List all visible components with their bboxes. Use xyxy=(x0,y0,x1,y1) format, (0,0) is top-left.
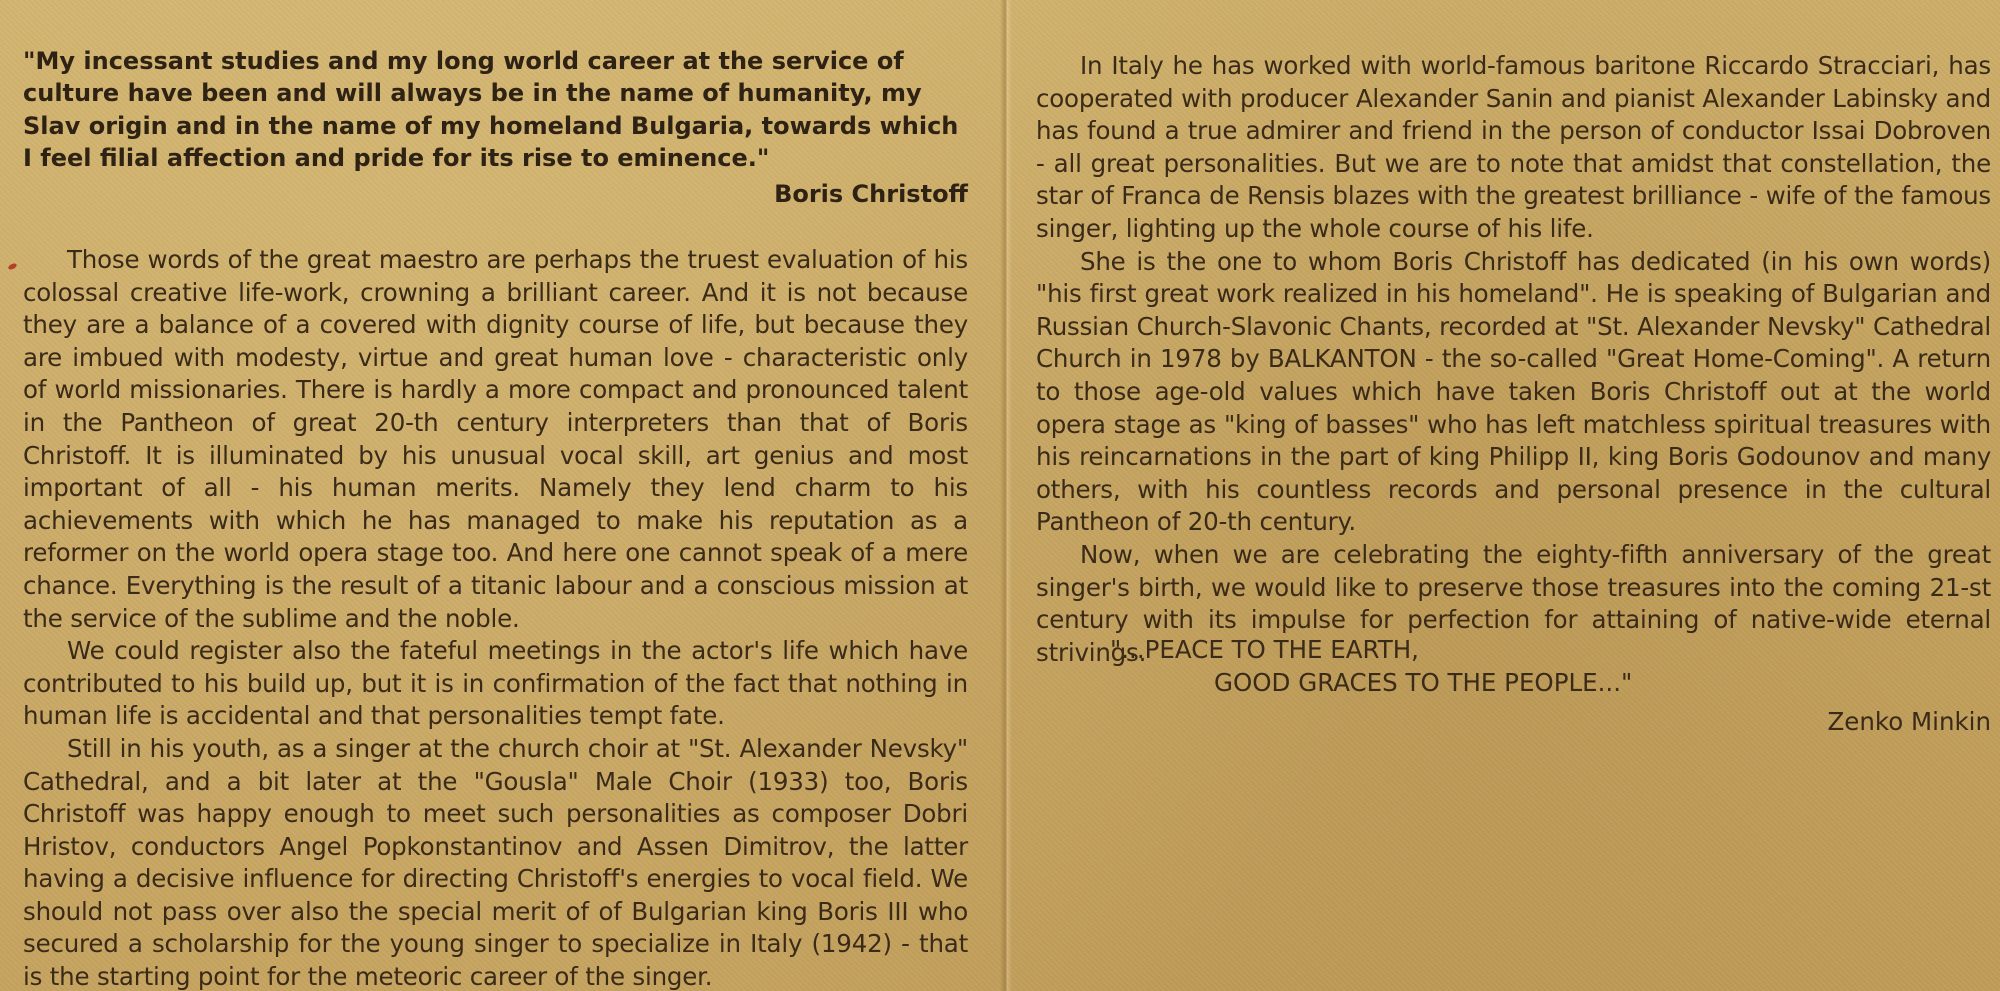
epigraph-author: Boris Christoff xyxy=(774,180,968,208)
left-body-text xyxy=(23,244,968,991)
paragraph: She is the one to whom Boris Christoff has dedicated (in his own words) "his first great work realized in his homeland". He is speaking of Bulgarian and Russian Church-Slavonic Chants, recorded at "St. Alexander Nevsky" Cathedral Church in 1978 by BALKANTON - the so-called "Great Home-Coming". A return to those age-old values which have taken Boris Christoff out at the world opera stage as "king of basses" who has left matchless spiritual treasures with his reincarnations in the part of king Philipp II, king Boris Godounov and many others, with his countless records and personal presence in the cultural Pantheon of 20-th century. xyxy=(1036,246,1991,537)
closing-line: "...PEACE TO THE EARTH, xyxy=(1110,635,1419,664)
right-body-text xyxy=(1036,50,1991,669)
closing-line: GOOD GRACES TO THE PEOPLE..." xyxy=(1214,667,1633,697)
paragraph: We could register also the fateful meetings in the actor's life which have contributed to his build up, but it is in confirmation of the fact that nothing in human life is accidental and that personalities tempt fate. xyxy=(23,636,968,731)
paragraph: Those words of the great maestro are perhaps the truest evaluation of his colossal creative life-work, crowning a brilliant career. And it is not because they are a balance of a covered with dignity course of life, but because they are imbued with modesty, virtue and great human love - characteristic only of world missionaries. There is hardly a more compact and pronounced talent in the Pantheon of great 20-th century interpreters than that of Boris Christoff. It is illuminated by his unusual vocal skill, art genius and most important of all - his human merits. Namely they lend charm to his achievements with which he has managed to make his reputation as a reformer on the world opera stage too. And here one cannot speak of a mere chance. Everything is the result of a titanic labour and a conscious mission at the service of the sublime and the noble. xyxy=(23,245,968,633)
author-signature: Zenko Minkin xyxy=(1827,707,1991,736)
epigraph-quote: "My incessant studies and my long world career at the service of culture have been and will always be in the name of humanity, my Slav origin and in the name of my homeland Bulgaria, towards which I feel filial affection and pride for its rise to eminence." xyxy=(23,47,959,172)
paragraph: Now, when we are celebrating the eighty-fifth anniversary of the great singer's birth, we would like to preserve those treasures into the coming 21-st century with its impulse for perfection for attaining of native-wide eternal strivings. xyxy=(1036,539,1991,667)
closing-verse xyxy=(1036,634,1991,699)
right-page xyxy=(1012,0,2000,991)
page-fold xyxy=(1000,0,1012,991)
paragraph: In Italy he has worked with world-famous baritone Riccardo Stracciari, has cooperated with producer Alexander Sanin and pianist Alexander Labinsky and has found a true admirer and friend in the person of conductor Issai Dobroven - all great personalities. But we are to note that amidst that constellation, the star of Franca de Rensis blazes with the greatest brilliance - wife of the famous singer, lighting up the whole course of his life. xyxy=(1036,51,1991,243)
ink-mark xyxy=(7,262,17,270)
paragraph: Still in his youth, as a singer at the church choir at "St. Alexander Nevsky" Cathedral, and a bit later at the "Gousla" Male Choir (1933) too, Boris Christoff was happy enough to meet such personalities as composer Dobri Hristov, conductors Angel Popkonstantinov and Assen Dimitrov, the latter having a decisive influence for directing Christoff's energies to vocal field. We should not pass over also the special merit of of Bulgarian king Boris III who secured a scholarship for the young singer to specialize in Italy (1942) - that is the starting point for the meteoric career of the singer. xyxy=(23,733,968,991)
